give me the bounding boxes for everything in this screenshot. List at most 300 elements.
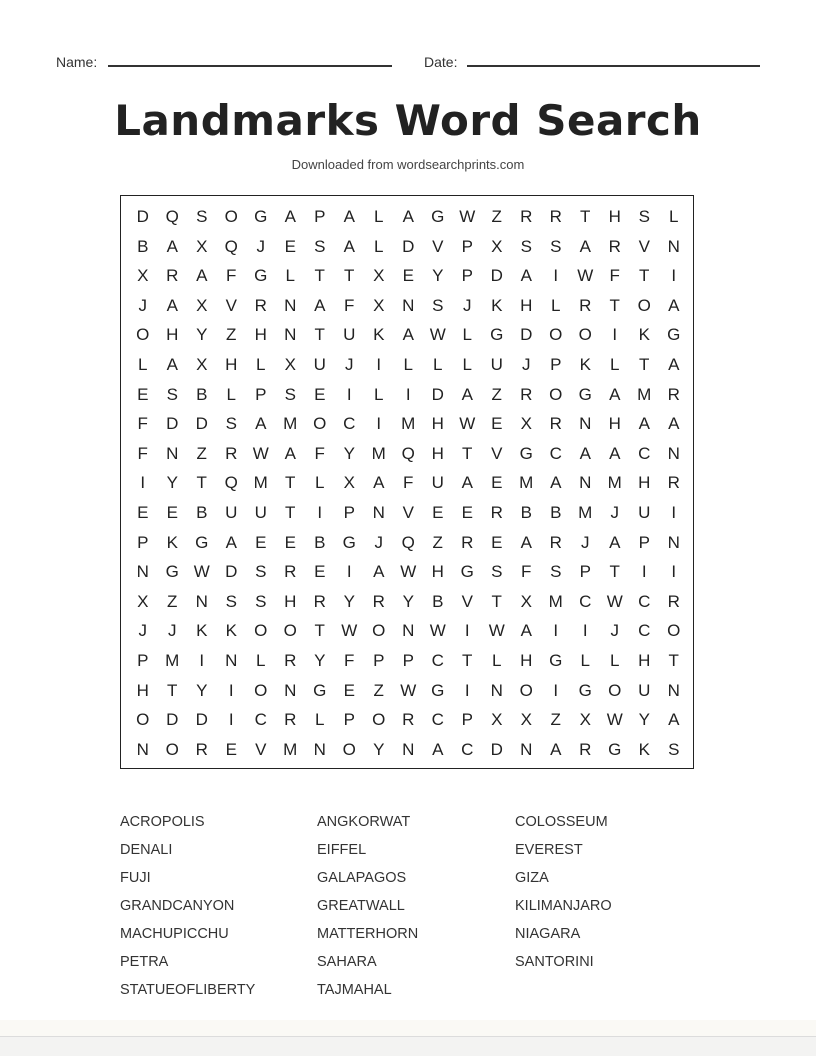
grid-cell[interactable]: Y [638,710,650,730]
grid-cell[interactable]: W [459,207,476,226]
grid-cell[interactable]: C [461,739,474,759]
grid-cell[interactable]: D [431,384,444,404]
grid-cell[interactable]: B [550,502,562,522]
grid-cell[interactable]: H [284,591,297,611]
grid-cell[interactable]: I [553,680,559,700]
grid-cell[interactable]: X [520,591,532,611]
grid-cell[interactable]: T [344,266,355,286]
grid-cell[interactable]: C [579,591,592,611]
grid-cell[interactable]: H [166,325,179,345]
grid-cell[interactable]: G [460,562,474,582]
grid-cell[interactable]: G [254,207,268,226]
grid-cell[interactable]: Z [226,325,237,345]
grid-cell[interactable]: J [610,502,619,522]
grid-cell[interactable]: P [638,532,650,552]
grid-cell[interactable]: G [195,532,209,552]
grid-cell[interactable]: W [488,621,505,641]
grid-cell[interactable]: O [136,325,150,345]
grid-cell[interactable]: Y [373,739,385,759]
grid-cell[interactable]: M [401,414,416,434]
grid-cell[interactable]: R [579,739,592,759]
grid-cell[interactable]: W [400,680,417,700]
grid-cell[interactable]: R [225,443,238,463]
grid-cell[interactable]: N [136,739,149,759]
grid-cell[interactable]: A [166,354,178,374]
grid-cell[interactable]: K [638,739,650,759]
grid-cell[interactable]: R [313,591,326,611]
grid-cell[interactable]: B [520,502,532,522]
grid-cell[interactable]: B [432,591,444,611]
grid-cell[interactable]: O [313,414,327,434]
grid-cell[interactable]: W [252,443,269,463]
grid-cell[interactable]: Q [224,236,238,256]
grid-cell[interactable]: S [225,591,237,611]
grid-cell[interactable]: T [491,591,502,611]
grid-cell[interactable]: N [579,473,592,493]
grid-cell[interactable]: A [520,266,532,286]
grid-cell[interactable]: F [137,414,148,434]
grid-cell[interactable]: W [606,710,623,730]
grid-cell[interactable]: I [199,650,205,670]
grid-cell[interactable]: W [400,562,417,582]
grid-cell[interactable]: X [491,236,503,256]
grid-cell[interactable]: O [549,325,563,345]
grid-cell[interactable]: Y [343,591,355,611]
grid-cell[interactable]: O [136,710,150,730]
grid-cell[interactable]: M [253,473,268,493]
grid-cell[interactable]: S [432,295,444,315]
grid-cell[interactable]: A [225,532,237,552]
grid-cell[interactable]: D [166,710,179,730]
grid-cell[interactable]: A [284,207,296,226]
grid-cell[interactable]: N [284,325,297,345]
grid-cell[interactable]: E [284,236,296,256]
grid-cell[interactable]: R [284,650,297,670]
grid-cell[interactable]: I [346,384,352,404]
grid-cell[interactable]: Q [165,207,179,226]
grid-cell[interactable]: K [225,621,237,641]
grid-cell[interactable]: O [254,680,268,700]
grid-cell[interactable]: Q [224,473,238,493]
grid-cell[interactable]: N [284,680,297,700]
grid-cell[interactable]: N [402,295,415,315]
grid-cell[interactable]: X [373,295,385,315]
grid-cell[interactable]: N [520,739,533,759]
grid-cell[interactable]: L [610,354,620,374]
grid-cell[interactable]: P [461,236,473,256]
grid-cell[interactable]: A [255,414,267,434]
grid-cell[interactable]: F [521,562,532,582]
grid-cell[interactable]: D [490,266,503,286]
grid-cell[interactable]: H [225,354,238,374]
grid-cell[interactable]: T [285,502,296,522]
grid-cell[interactable]: I [228,710,234,730]
grid-cell[interactable]: O [519,680,533,700]
grid-cell[interactable]: R [667,473,680,493]
grid-cell[interactable]: P [461,710,473,730]
grid-cell[interactable]: A [373,473,385,493]
grid-cell[interactable]: L [462,325,472,345]
grid-cell[interactable]: O [372,710,386,730]
grid-cell[interactable]: T [668,650,679,670]
grid-cell[interactable]: E [137,502,149,522]
grid-cell[interactable]: L [492,650,502,670]
grid-cell[interactable]: P [550,354,562,374]
grid-cell[interactable]: Y [166,473,178,493]
grid-cell[interactable]: G [578,680,592,700]
name-line[interactable] [108,65,392,67]
grid-cell[interactable]: R [667,384,680,404]
grid-cell[interactable]: A [343,236,355,256]
grid-cell[interactable]: K [491,295,503,315]
grid-cell[interactable]: X [579,710,591,730]
grid-cell[interactable]: G [431,207,445,226]
grid-cell[interactable]: N [225,650,238,670]
grid-cell[interactable]: L [138,354,148,374]
grid-cell[interactable]: O [578,325,592,345]
grid-cell[interactable]: S [491,562,503,582]
grid-cell[interactable]: S [668,739,680,759]
grid-cell[interactable]: C [638,443,651,463]
grid-cell[interactable]: V [638,236,650,256]
grid-cell[interactable]: U [490,354,503,374]
grid-cell[interactable]: Z [167,591,178,611]
grid-cell[interactable]: N [372,502,385,522]
grid-cell[interactable]: S [314,236,326,256]
grid-cell[interactable]: W [341,621,358,641]
grid-cell[interactable]: D [490,739,503,759]
grid-cell[interactable]: O [637,295,651,315]
grid-cell[interactable]: H [431,414,444,434]
grid-cell[interactable]: Y [343,443,355,463]
grid-cell[interactable]: V [402,502,414,522]
grid-cell[interactable]: F [403,473,414,493]
grid-cell[interactable]: L [433,354,443,374]
grid-cell[interactable]: U [225,502,238,522]
grid-cell[interactable]: J [138,295,147,315]
grid-cell[interactable]: O [165,739,179,759]
grid-cell[interactable]: S [255,591,267,611]
grid-cell[interactable]: I [671,562,677,582]
grid-cell[interactable]: F [609,266,620,286]
grid-cell[interactable]: A [402,207,414,226]
grid-cell[interactable]: C [638,621,651,641]
grid-cell[interactable]: P [314,207,326,226]
grid-cell[interactable]: M [637,384,652,404]
grid-cell[interactable]: P [402,650,414,670]
grid-cell[interactable]: Q [401,532,415,552]
grid-cell[interactable]: A [609,443,621,463]
grid-cell[interactable]: L [374,384,384,404]
grid-cell[interactable]: O [224,207,238,226]
grid-cell[interactable]: R [608,236,621,256]
grid-cell[interactable]: F [226,266,237,286]
grid-cell[interactable]: A [668,710,680,730]
grid-cell[interactable]: P [461,266,473,286]
grid-cell[interactable]: S [255,562,267,582]
grid-cell[interactable]: I [553,266,559,286]
grid-cell[interactable]: G [431,680,445,700]
grid-cell[interactable]: E [432,502,444,522]
grid-cell[interactable]: Y [196,680,208,700]
grid-cell[interactable]: A [520,621,532,641]
grid-cell[interactable]: C [638,591,651,611]
grid-cell[interactable]: P [343,710,355,730]
grid-cell[interactable]: A [609,532,621,552]
grid-cell[interactable]: G [165,562,179,582]
grid-cell[interactable]: X [196,295,208,315]
grid-cell[interactable]: A [284,443,296,463]
grid-cell[interactable]: X [284,354,296,374]
grid-cell[interactable]: R [549,414,562,434]
grid-cell[interactable]: O [372,621,386,641]
grid-cell[interactable]: G [342,532,356,552]
grid-cell[interactable]: Y [314,650,326,670]
grid-cell[interactable]: U [254,502,267,522]
grid-cell[interactable]: R [579,295,592,315]
grid-cell[interactable]: J [256,236,265,256]
grid-cell[interactable]: S [284,384,296,404]
grid-cell[interactable]: J [138,621,147,641]
grid-cell[interactable]: I [140,473,146,493]
grid-cell[interactable]: A [550,473,562,493]
grid-cell[interactable]: L [315,473,325,493]
grid-cell[interactable]: Z [491,384,502,404]
grid-cell[interactable]: I [582,621,588,641]
grid-cell[interactable]: D [195,414,208,434]
grid-cell[interactable]: A [166,236,178,256]
grid-cell[interactable]: A [196,266,208,286]
grid-cell[interactable]: M [165,650,180,670]
grid-cell[interactable]: Y [402,591,414,611]
grid-cell[interactable]: T [314,621,325,641]
grid-cell[interactable]: J [463,295,472,315]
grid-cell[interactable]: T [462,443,473,463]
grid-cell[interactable]: H [638,473,651,493]
grid-cell[interactable]: M [519,473,534,493]
grid-cell[interactable]: B [196,384,208,404]
grid-cell[interactable]: N [166,443,179,463]
grid-cell[interactable]: X [373,266,385,286]
grid-cell[interactable]: S [550,236,562,256]
grid-cell[interactable]: N [667,532,680,552]
grid-cell[interactable]: H [608,414,621,434]
grid-cell[interactable]: R [490,502,503,522]
grid-cell[interactable]: M [283,414,298,434]
grid-cell[interactable]: E [461,502,473,522]
grid-cell[interactable]: A [550,739,562,759]
grid-cell[interactable]: R [195,739,208,759]
grid-cell[interactable]: I [317,502,323,522]
grid-cell[interactable]: H [608,207,621,226]
grid-cell[interactable]: N [667,236,680,256]
grid-cell[interactable]: R [520,207,533,226]
grid-cell[interactable]: E [314,562,326,582]
grid-cell[interactable]: N [667,680,680,700]
grid-cell[interactable]: S [196,207,208,226]
grid-cell[interactable]: F [344,650,355,670]
grid-cell[interactable]: G [490,325,504,345]
grid-cell[interactable]: H [431,443,444,463]
grid-cell[interactable]: H [136,680,149,700]
grid-cell[interactable]: J [374,532,383,552]
grid-cell[interactable]: T [196,473,207,493]
date-line[interactable] [467,65,760,67]
grid-cell[interactable]: L [315,710,325,730]
grid-cell[interactable]: K [373,325,385,345]
grid-cell[interactable]: T [639,354,650,374]
grid-cell[interactable]: L [374,207,384,226]
grid-cell[interactable]: H [254,325,267,345]
grid-cell[interactable]: D [195,710,208,730]
grid-cell[interactable]: H [431,562,444,582]
grid-cell[interactable]: V [225,295,237,315]
grid-cell[interactable]: I [405,384,411,404]
grid-cell[interactable]: W [459,414,476,434]
grid-cell[interactable]: F [137,443,148,463]
grid-cell[interactable]: N [490,680,503,700]
grid-cell[interactable]: A [373,562,385,582]
grid-cell[interactable]: N [402,739,415,759]
grid-cell[interactable]: E [255,532,267,552]
grid-cell[interactable]: X [343,473,355,493]
grid-cell[interactable]: T [167,680,178,700]
grid-cell[interactable]: I [228,680,234,700]
grid-cell[interactable]: P [343,502,355,522]
grid-cell[interactable]: A [668,295,680,315]
grid-cell[interactable]: P [137,650,149,670]
grid-cell[interactable]: Z [432,532,443,552]
grid-cell[interactable]: G [549,650,563,670]
grid-cell[interactable]: O [608,680,622,700]
grid-cell[interactable]: G [578,384,592,404]
grid-cell[interactable]: U [313,354,326,374]
grid-cell[interactable]: A [609,384,621,404]
grid-cell[interactable]: M [283,739,298,759]
grid-cell[interactable]: I [612,325,618,345]
grid-cell[interactable]: A [402,325,414,345]
grid-cell[interactable]: Y [196,325,208,345]
grid-cell[interactable]: P [373,650,385,670]
grid-cell[interactable]: N [313,739,326,759]
grid-cell[interactable]: R [549,532,562,552]
grid-cell[interactable]: N [579,414,592,434]
grid-cell[interactable]: I [671,502,677,522]
grid-cell[interactable]: A [579,236,591,256]
grid-cell[interactable]: L [669,207,679,226]
grid-cell[interactable]: J [345,354,354,374]
grid-cell[interactable]: W [193,562,210,582]
grid-cell[interactable]: A [461,473,473,493]
grid-cell[interactable]: A [314,295,326,315]
grid-cell[interactable]: G [254,266,268,286]
grid-cell[interactable]: K [579,354,591,374]
grid-cell[interactable]: R [520,384,533,404]
grid-cell[interactable]: T [580,207,591,226]
grid-cell[interactable]: R [461,532,474,552]
grid-cell[interactable]: O [283,621,297,641]
grid-cell[interactable]: Z [491,207,502,226]
grid-cell[interactable]: I [641,562,647,582]
grid-cell[interactable]: W [577,266,594,286]
grid-cell[interactable]: Q [401,443,415,463]
grid-cell[interactable]: Y [432,266,444,286]
grid-cell[interactable]: K [196,621,208,641]
grid-cell[interactable]: N [402,621,415,641]
grid-cell[interactable]: L [374,236,384,256]
grid-cell[interactable]: L [256,650,266,670]
grid-cell[interactable]: X [196,354,208,374]
grid-cell[interactable]: H [520,650,533,670]
grid-cell[interactable]: F [344,295,355,315]
grid-cell[interactable]: B [137,236,149,256]
grid-cell[interactable]: O [254,621,268,641]
grid-cell[interactable]: E [491,532,503,552]
grid-cell[interactable]: S [520,236,532,256]
grid-cell[interactable]: G [608,739,622,759]
grid-cell[interactable]: A [668,414,680,434]
grid-cell[interactable]: P [255,384,267,404]
grid-cell[interactable]: B [314,532,326,552]
grid-cell[interactable]: A [432,739,444,759]
grid-cell[interactable]: C [431,710,444,730]
grid-cell[interactable]: R [284,562,297,582]
grid-cell[interactable]: L [256,354,266,374]
grid-cell[interactable]: P [137,532,149,552]
grid-cell[interactable]: J [581,532,590,552]
grid-cell[interactable]: M [548,591,563,611]
grid-cell[interactable]: M [578,502,593,522]
grid-cell[interactable]: X [137,266,149,286]
grid-cell[interactable]: H [520,295,533,315]
grid-cell[interactable]: R [667,591,680,611]
grid-cell[interactable]: G [519,443,533,463]
grid-cell[interactable]: V [432,236,444,256]
grid-cell[interactable]: M [607,473,622,493]
grid-cell[interactable]: G [313,680,327,700]
grid-cell[interactable]: C [343,414,356,434]
grid-cell[interactable]: R [549,207,562,226]
grid-cell[interactable]: T [314,325,325,345]
grid-cell[interactable]: W [606,591,623,611]
grid-cell[interactable]: V [491,443,503,463]
grid-cell[interactable]: I [346,562,352,582]
grid-cell[interactable]: L [580,650,590,670]
grid-cell[interactable]: C [431,650,444,670]
grid-cell[interactable]: U [431,473,444,493]
grid-cell[interactable]: R [166,266,179,286]
grid-cell[interactable]: M [371,443,386,463]
grid-cell[interactable]: T [314,266,325,286]
grid-cell[interactable]: O [667,621,681,641]
grid-cell[interactable]: S [550,562,562,582]
grid-cell[interactable]: T [462,650,473,670]
grid-cell[interactable]: E [491,414,503,434]
grid-cell[interactable]: X [137,591,149,611]
grid-cell[interactable]: R [372,591,385,611]
grid-cell[interactable]: A [638,414,650,434]
grid-cell[interactable]: K [638,325,650,345]
grid-cell[interactable]: E [402,266,414,286]
grid-cell[interactable]: F [314,443,325,463]
grid-cell[interactable]: U [638,502,651,522]
grid-cell[interactable]: Z [550,710,561,730]
grid-cell[interactable]: B [196,502,208,522]
grid-cell[interactable]: E [343,680,355,700]
grid-cell[interactable]: S [638,207,650,226]
grid-cell[interactable]: G [667,325,681,345]
grid-cell[interactable]: I [671,266,677,286]
